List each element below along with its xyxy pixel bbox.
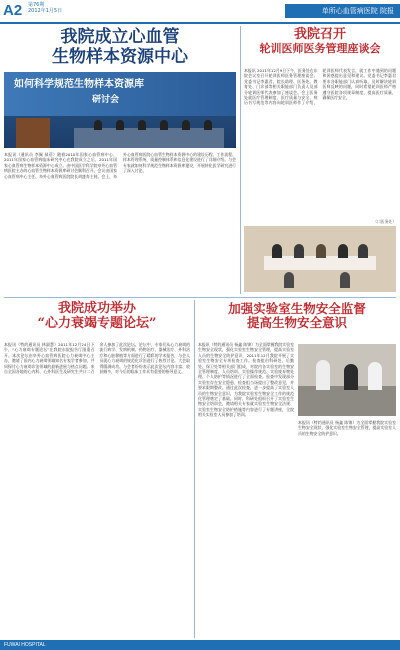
issue-info <box>28 2 62 14</box>
article2-headline <box>244 28 396 56</box>
article3-body: 本报讯（特约通讯员 林淑慧）2011年12月24日下午，“心力衰竭专题论坛”在我院东院报告厅隆重召开。本次论坛由阜外心血管病医院心力衰竭中心主办，邀请了国内心力衰竭领域知名专家学者参加，共同探讨心力衰竭诊治领域的最新进展与热点问题。来自全国各地的心内科、心外科医生及研究生共计二百余人参加了此次论坛。论坛中，专家们从心力衰竭的流行病学、发病机制、药物治疗、器械治疗、外科治疗和心脏移植等方面进行了精彩的学术报告，与会人员就心力衰竭的规范化诊治进行了热烈讨论。大会取得圆满成功。与会者纷纷表示此次论坛内容丰富、收获颇多，对今后的临床工作具有重要的指导意义。 <box>4 342 190 375</box>
article2-body: 本报讯 2011年12月9日下午，医务处在东院会议室召开轮训医师医务管理座谈会。党委书记李惠君、院长助理、医务处、教育处、门诊部等相关职能部门负责人及部分轮训医师代表参加了座谈会。会上医务处就医疗管理制度、医疗质量与安全、病历书写规范等内容向轮训医师作了介绍，轮训医师代表发言，就工作中遇到的问题和困惑提出意见和建议。党委书记李惠君要求各职能部门认真听取、及时解决轮训医师反映的问题，同时希望轮训医师严格遵守医院各项规章制度，提高医疗质量，确保医疗安全。 <box>244 68 396 106</box>
article2-headline-line2: 轮训医师医务管理座谈会 <box>259 41 381 55</box>
page-tag: A2 <box>3 2 23 19</box>
article4-body-right <box>298 420 396 638</box>
podium <box>16 118 50 148</box>
article2-caption: （口医务处） <box>373 219 396 224</box>
section-tab <box>285 4 400 18</box>
person <box>160 120 168 130</box>
person <box>182 120 190 130</box>
person <box>294 244 304 258</box>
article1-headline-line1: 我院成立心血管 <box>60 27 180 47</box>
article4-photo <box>298 344 396 416</box>
person <box>344 364 358 390</box>
person <box>338 244 348 258</box>
person <box>316 244 326 258</box>
person <box>204 120 212 130</box>
article1-body: 本报讯（通讯员 李佩 郝蓓）随着2010年国家心血管病中心、2011年国家心血管病临床研究中心在我院成立之后，2011年国家心血管病生物样本资源中心成立。由中国医学科学院阜外心血管病医院主办的心血管生物样本资源库研讨会顺利召开。会议由国家心血管病中心主任、阜外心血管病医院院长胡盛寿主持。会上，阜外心血管病医院心血管生物样本资源中心的建设历程、工作流程、样本管理系统、质量控制体系和信息化建设进行了详细介绍。与会专家就如何科学规范生物样本资源库建设，开展转化医学研究进行了深入讨论。 <box>4 152 236 179</box>
article3-headline-line1: 我院成功举办 <box>57 301 136 316</box>
person <box>94 120 102 130</box>
article2-headline-line1: 我院召开 <box>293 27 346 42</box>
article4-headline <box>198 302 396 331</box>
person <box>116 120 124 130</box>
article3-headline <box>4 302 190 332</box>
banner <box>4 72 236 116</box>
person <box>138 120 146 130</box>
banner-title: 如何科学规范生物样本资源库 <box>14 79 144 90</box>
article1-headline-line2: 生物样本资源中心 <box>52 46 188 67</box>
person <box>284 272 294 288</box>
person <box>340 272 350 288</box>
column-divider <box>194 300 195 638</box>
table <box>264 256 376 270</box>
article4-byline: 本报讯（特约通讯员 杨鑫 陈锦）为全面掌握我院实验室生物安全现状，强化实验室生物安全管理，提高实验室人员的生物安全防护意识。 <box>298 420 396 436</box>
section-divider <box>4 297 396 298</box>
table <box>74 128 224 148</box>
banner-subtitle: 研讨会 <box>92 95 120 105</box>
section-name: 单所心血管病医院 院报 <box>321 7 394 15</box>
article2-photo <box>244 226 396 292</box>
article1-photo <box>4 72 236 148</box>
page-footer <box>0 640 400 650</box>
article3-headline-line2: “心力衰竭专题论坛” <box>37 315 157 331</box>
lab-bench <box>298 386 396 416</box>
person <box>272 244 282 258</box>
person <box>316 360 330 390</box>
article1-headline <box>4 28 236 67</box>
article4-headline-line2: 提高生物安全意识 <box>246 315 347 331</box>
article4-headline-line1: 加强实验室生物安全监督 <box>228 301 366 316</box>
issue-number: 第76期 <box>28 2 45 8</box>
person <box>368 362 382 390</box>
column-divider <box>240 26 241 294</box>
person <box>358 244 368 258</box>
page-header <box>0 0 400 24</box>
footer-text: FUWAI HOSPITAL <box>4 642 46 648</box>
issue-date: 2012年1月5日 <box>28 8 63 14</box>
article4-body-left: 本报讯（特约通讯员 杨鑫 陈锦）为全面掌握我院实验室生物安全现状，强化实验室生物安全管理，提高实验室人员的生物安全防护意识，2011年12月我院开展了实验室生物安全专项检查工作。检查组由科研处、后勤处、保卫处等相关部门组成，对院内各实验室的生物安全管理制度、人员培训、实验操作规范、实验废弃物处理、个人防护等情况进行了全面检查。检查中发现部分实验室存在安全隐患，检查组当场提出了整改意见，并要求限期整改。通过此次检查，进一步提高了实验室人员的生物安全意识，为我院实验室生物安全工作的规范化管理奠定了基础。同时，科研处组织召开了实验室生物安全培训会，邀请相关专家就实验室生物安全法规、实验室生物安全防护措施等内容进行了专题讲座，全院相关实验室人员参加了培训。 <box>198 342 294 418</box>
